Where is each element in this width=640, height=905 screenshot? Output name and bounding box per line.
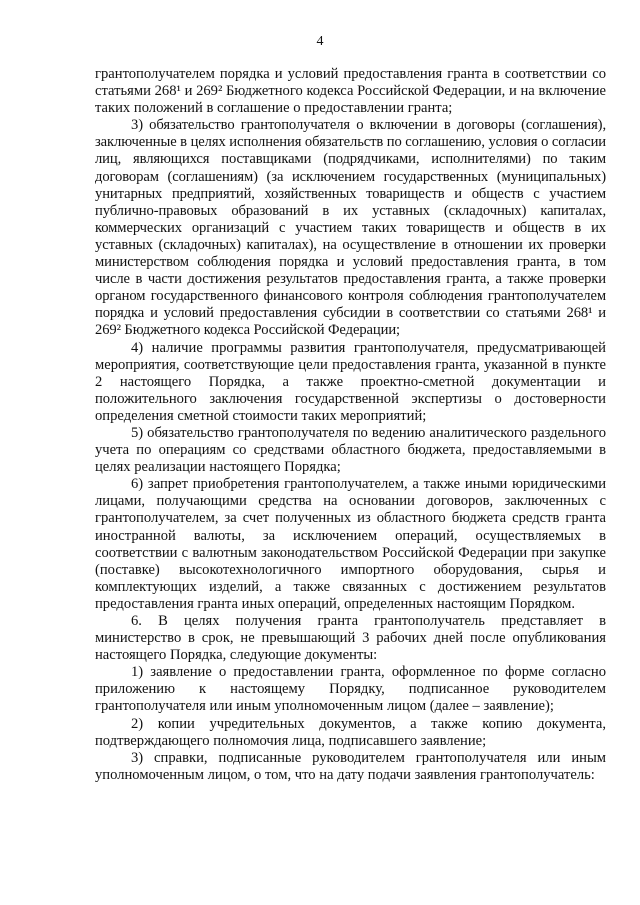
- paragraph-doc-2: 2) копии учредительных документов, а также копию документа, подтверждающего полномочия лица, подписавшего заявление;: [95, 715, 606, 749]
- paragraph-continuation: грантополучателем порядка и условий предоставления гранта в соответствии со статьями 268¹ и 269² Бюджетного кодекса Российской Федерации, и на включение таких положений в соглашение о предоставлении гранта;: [95, 66, 606, 117]
- paragraph-item-6: 6) запрет приобретения грантополучателем, а также иными юридическими лицами, получающими средства на основании договоров, заключенных с грантополучателем, за счет полученных из областного бюджета средств гранта иностранной валюты, за исключением операций, осуществляемых в соответствии с валютным законодательством Российской Федерации при закупке (поставке) высокотехнологичного импортного оборудования, сырья и комплектующих изделий, а также связанных с достижением результатов предоставления гранта иных операций, определенных настоящим Порядком.: [95, 476, 606, 612]
- page-number: 4: [316, 34, 324, 49]
- paragraph-item-3: 3) обязательство грантополучателя о включении в договоры (соглашения), заключенные в целях исполнения обязательств по соглашению, условия о согласии лиц, являющихся поставщиками (подрядчиками, исполнителями) по таким договорам (соглашениям) (за исключением государственных (муниципальных) унитарных предприятий, хозяйственных товариществ и обществ с участием публично-правовых образований в их уставных (складочных) капиталах, коммерческих организаций с участием таких товариществ и обществ в их уставных (складочных) капиталах), на осуществление в отношении их проверки министерством соблюдения порядка и условий предоставления гранта, в том числе в части достижения результатов предоставления гранта, а также проверки органом государственного финансового контроля соблюдения грантополучателем порядка и условий предоставления субсидии в соответствии со статьями 268¹ и 269² Бюджетного кодекса Российской Федерации;: [95, 117, 606, 339]
- paragraph-doc-1: 1) заявление о предоставлении гранта, оформленное по форме согласно приложению к настоящему Порядку, подписанное руководителем грантополучателя или иным уполномоченным лицом (далее – заявление);: [95, 664, 606, 715]
- paragraph-item-4: 4) наличие программы развития грантополучателя, предусматривающей мероприятия, соответствующие цели предоставления гранта, указанной в пункте 2 настоящего Порядка, а также проектно-сметной документации и положительного заключения государственной экспертизы о достоверности определения сметной стоимости таких мероприятий;: [95, 339, 606, 424]
- paragraph-item-5: 5) обязательство грантополучателя по ведению аналитического раздельного учета по операциям со средствами областного бюджета, предоставляемыми в целях реализации настоящего Порядка;: [95, 424, 606, 476]
- paragraph-section-6: 6. В целях получения гранта грантополучатель представляет в министерство в срок, не превышающий 3 рабочих дней после опубликования настоящего Порядка, следующие документы:: [95, 613, 606, 664]
- paragraph-doc-3: 3) справки, подписанные руководителем грантополучателя или иным уполномоченным лицом, о том, что на дату подачи заявления грантополучатель:: [95, 749, 606, 783]
- document-body: [95, 66, 606, 784]
